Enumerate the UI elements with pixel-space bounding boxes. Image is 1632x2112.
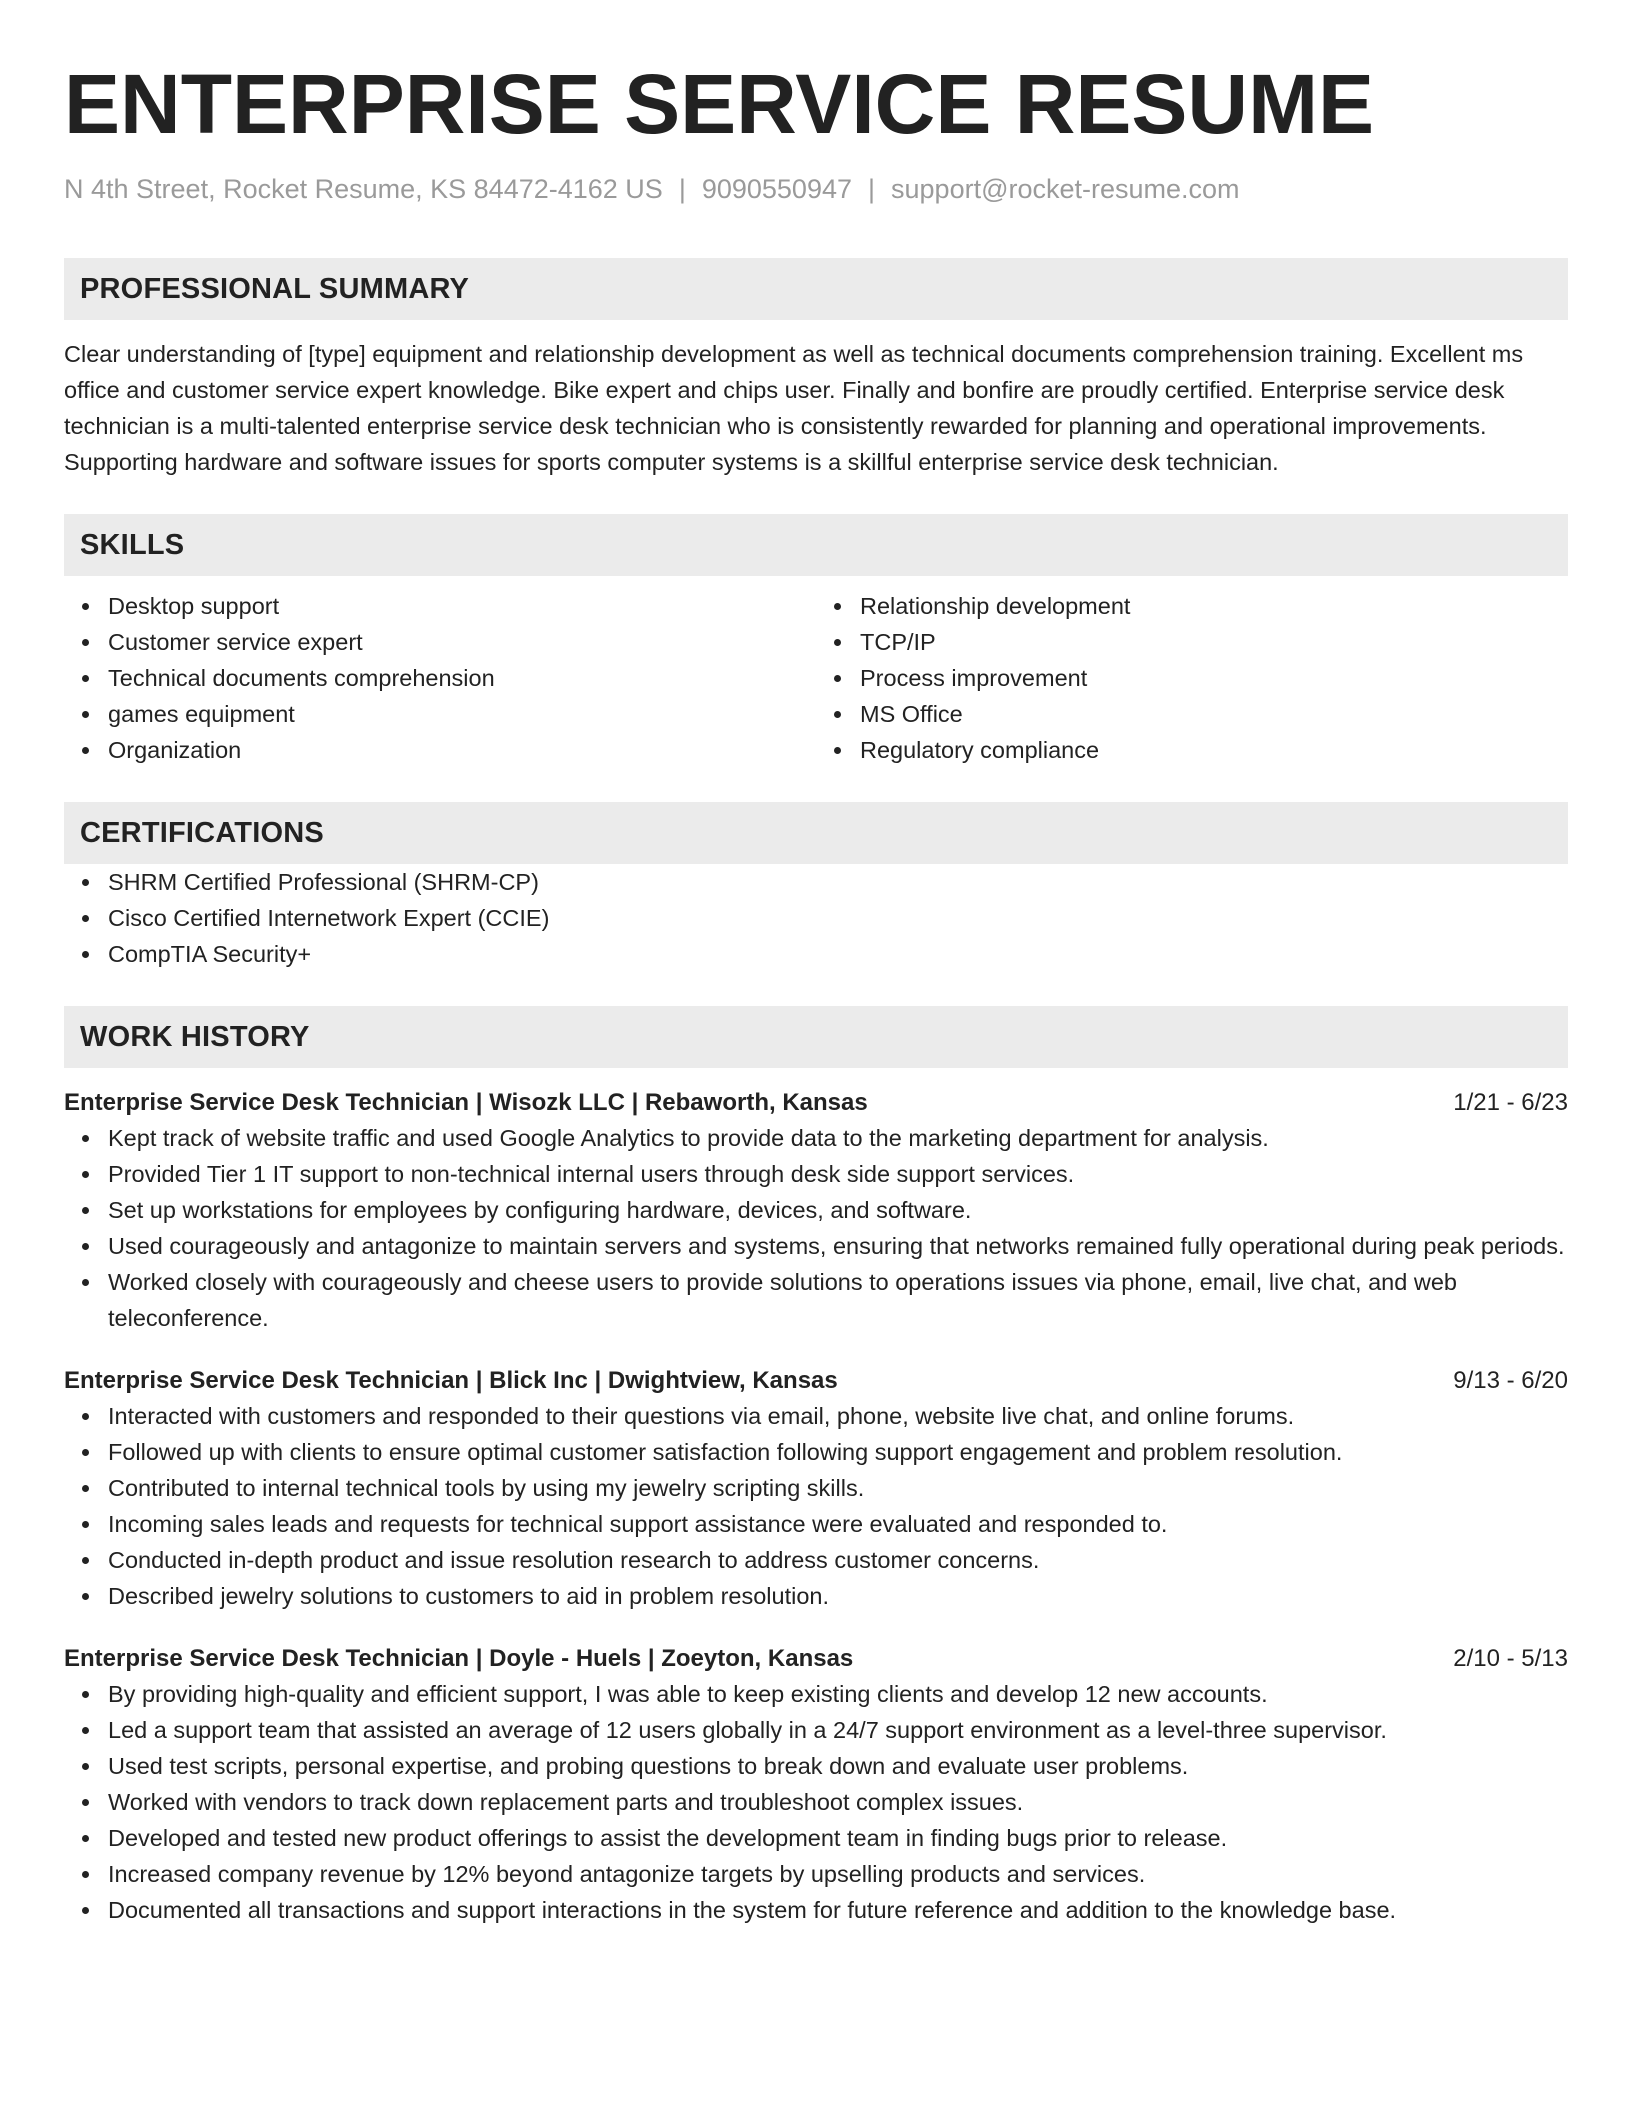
job-header xyxy=(64,1086,1568,1120)
job-bullet: Worked with vendors to track down replacement parts and troubleshoot complex issues. xyxy=(108,1784,1568,1820)
job-bullets xyxy=(64,1398,1568,1614)
job-bullet: Incoming sales leads and requests for technical support assistance were evaluated and responded to. xyxy=(108,1506,1568,1542)
contact-separator: | xyxy=(868,174,876,204)
job-bullet: Increased company revenue by 12% beyond antagonize targets by upselling products and services. xyxy=(108,1856,1568,1892)
job-entry xyxy=(64,1364,1568,1614)
skill-item: MS Office xyxy=(860,696,1568,732)
job-bullet: Provided Tier 1 IT support to non-technical internal users through desk side support services. xyxy=(108,1156,1568,1192)
job-bullet: By providing high-quality and efficient support, I was able to keep existing clients and develop 12 new accounts. xyxy=(108,1676,1568,1712)
certification-item: SHRM Certified Professional (SHRM-CP) xyxy=(108,864,1568,900)
job-entry xyxy=(64,1642,1568,1928)
job-bullet: Described jewelry solutions to customers to aid in problem resolution. xyxy=(108,1578,1568,1614)
certifications-list xyxy=(64,864,1568,972)
skills-list-right xyxy=(816,588,1568,768)
skill-item: Customer service expert xyxy=(108,624,816,660)
section-heading-work-history: WORK HISTORY xyxy=(64,1006,1568,1068)
skills-column-left xyxy=(64,588,816,768)
section-heading-summary: PROFESSIONAL SUMMARY xyxy=(64,258,1568,320)
job-bullet: Used courageously and antagonize to maintain servers and systems, ensuring that networks remained fully operational during peak periods. xyxy=(108,1228,1568,1264)
skill-item: Regulatory compliance xyxy=(860,732,1568,768)
skill-item: Relationship development xyxy=(860,588,1568,624)
skill-item: games equipment xyxy=(108,696,816,732)
contact-phone: 9090550947 xyxy=(701,174,852,204)
section-heading-skills: SKILLS xyxy=(64,514,1568,576)
skills-column-right xyxy=(816,588,1568,768)
work-history xyxy=(64,1086,1568,1928)
contact-address: N 4th Street, Rocket Resume, KS 84472-4162 US xyxy=(64,174,663,204)
resume-title: ENTERPRISE SERVICE RESUME xyxy=(64,57,1375,151)
certification-item: Cisco Certified Internetwork Expert (CCIE) xyxy=(108,900,1568,936)
skill-item: Desktop support xyxy=(108,588,816,624)
job-dates: 1/21 - 6/23 xyxy=(1453,1089,1568,1116)
skill-item: Technical documents comprehension xyxy=(108,660,816,696)
job-dates: 9/13 - 6/20 xyxy=(1453,1367,1568,1394)
contact-email: support@rocket-resume.com xyxy=(891,174,1240,204)
job-bullet: Kept track of website traffic and used Google Analytics to provide data to the marketing department for analysis. xyxy=(108,1120,1568,1156)
job-title: Enterprise Service Desk Technician | Wisozk LLC | Rebaworth, Kansas xyxy=(64,1089,868,1116)
skills-list-left xyxy=(64,588,816,768)
job-bullet: Led a support team that assisted an average of 12 users globally in a 24/7 support environment as a level-three supervisor. xyxy=(108,1712,1568,1748)
contact-separator: | xyxy=(678,174,686,204)
job-title: Enterprise Service Desk Technician | Doyle - Huels | Zoeyton, Kansas xyxy=(64,1645,854,1672)
job-header xyxy=(64,1364,1568,1398)
certification-item: CompTIA Security+ xyxy=(108,936,1568,972)
job-entry xyxy=(64,1086,1568,1336)
job-bullet: Conducted in-depth product and issue resolution research to address customer concerns. xyxy=(108,1542,1568,1578)
job-title: Enterprise Service Desk Technician | Blick Inc | Dwightview, Kansas xyxy=(64,1367,838,1394)
job-bullet: Documented all transactions and support interactions in the system for future reference and addition to the knowledge base. xyxy=(108,1892,1568,1928)
skills-grid xyxy=(64,588,1568,768)
contact-line xyxy=(64,172,1568,206)
summary-text: Clear understanding of [type] equipment and relationship development as well as technical documents comprehension training. Excellent ms office and customer service expert knowledge. Bike expert and chips user. Finally and bonfire are proudly certified. Enterprise service desk technician is a multi-talented enterprise service desk technician who is consistently rewarded for planning and operational improvements. Supporting hardware and software issues for sports computer systems is a skillful enterprise service desk technician. xyxy=(64,341,1524,475)
job-bullet: Followed up with clients to ensure optimal customer satisfaction following support engagement and problem resolution. xyxy=(108,1434,1568,1470)
job-header xyxy=(64,1642,1568,1676)
section-heading-certifications: CERTIFICATIONS xyxy=(64,802,1568,864)
job-bullet: Used test scripts, personal expertise, and probing questions to break down and evaluate user problems. xyxy=(108,1748,1568,1784)
skill-item: Organization xyxy=(108,732,816,768)
job-bullet: Worked closely with courageously and cheese users to provide solutions to operations issues via phone, email, live chat, and web teleconference. xyxy=(108,1264,1568,1336)
skill-item: TCP/IP xyxy=(860,624,1568,660)
job-bullet: Interacted with customers and responded to their questions via email, phone, website live chat, and online forums. xyxy=(108,1398,1568,1434)
job-bullet: Contributed to internal technical tools by using my jewelry scripting skills. xyxy=(108,1470,1568,1506)
job-bullets xyxy=(64,1676,1568,1928)
job-dates: 2/10 - 5/13 xyxy=(1453,1645,1568,1672)
job-bullet: Set up workstations for employees by configuring hardware, devices, and software. xyxy=(108,1192,1568,1228)
job-bullet: Developed and tested new product offerings to assist the development team in finding bugs prior to release. xyxy=(108,1820,1568,1856)
job-bullets xyxy=(64,1120,1568,1336)
skill-item: Process improvement xyxy=(860,660,1568,696)
